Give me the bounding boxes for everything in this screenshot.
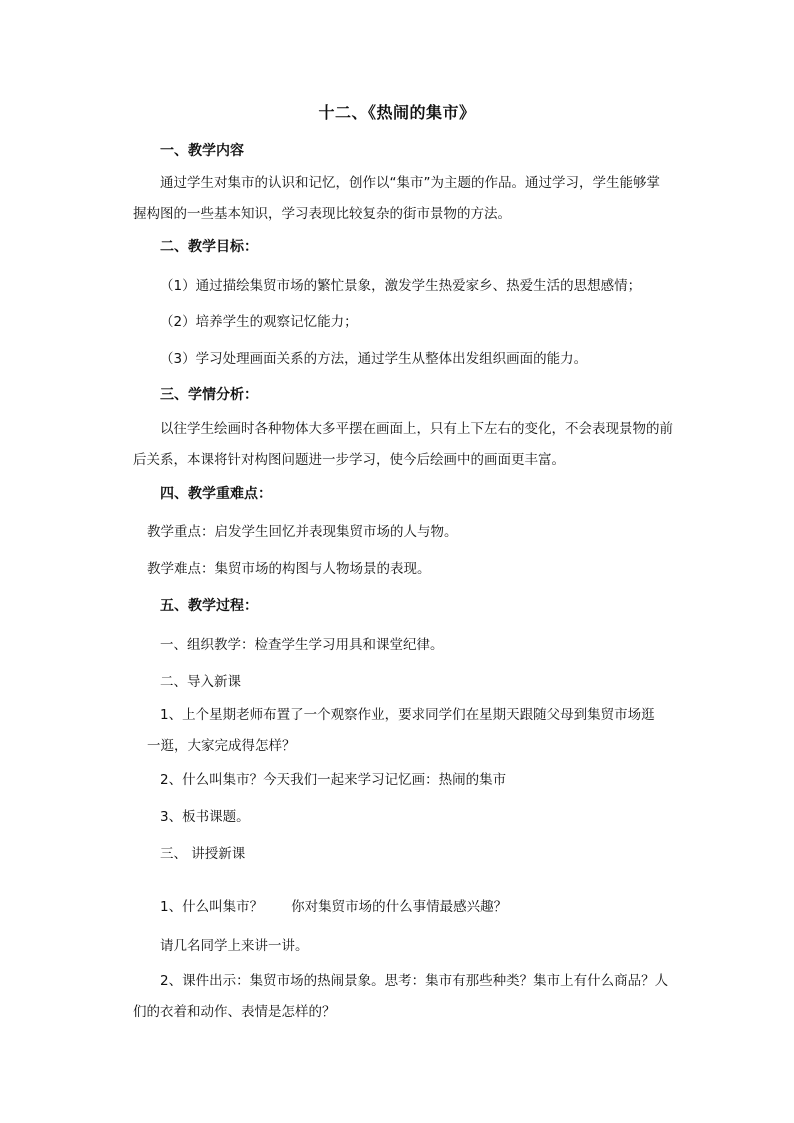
goal-item-3: （3）学习处理画面关系的方法，通过学生从整体出发组织画面的能力。 bbox=[160, 351, 588, 367]
section-heading-analysis: 三、学情分析： bbox=[160, 387, 258, 403]
section-heading-goals: 二、教学目标： bbox=[160, 239, 258, 255]
question-1-line bbox=[160, 895, 507, 915]
question-1: 1、什么叫集市？ bbox=[160, 899, 264, 915]
section-heading-key-points: 四、教学重难点： bbox=[160, 486, 272, 502]
intro-item-2: 2、什么叫集市？今天我们一起来学习记忆画：热闹的集市 bbox=[160, 772, 507, 788]
document-title: 十二、《热闹的集市》 bbox=[318, 103, 476, 122]
question-1-followup: 你对集贸市场的什么事情最感兴趣？ bbox=[291, 899, 508, 915]
intro-item-1: 1、上个星期老师布置了一个观察作业，要求同学们在星期天跟随父母到集贸市场逛一逛，大家完成得怎样？ bbox=[147, 707, 655, 754]
section-heading-content: 一、教学内容 bbox=[160, 143, 244, 159]
goal-item-1: （1）通过描绘集贸市场的繁忙景象，激发学生热爱家乡、热爱生活的思想感情； bbox=[160, 278, 642, 294]
section-heading-process: 五、教学过程： bbox=[160, 598, 258, 614]
analysis-paragraph: 以往学生绘画时各种物体大多平摆在画面上，只有上下左右的变化，不会表现景物的前后关系，本课将针对构图问题进一步学习，使今后绘画中的画面更丰富。 bbox=[133, 421, 673, 468]
process-step-2: 二、导入新课 bbox=[160, 674, 241, 690]
content-paragraph: 通过学生对集市的认识和记忆，创作以“集市”为主题的作品。通过学习，学生能够掌握构图的一些基本知识，学习表现比较复杂的街市景物的方法。 bbox=[133, 175, 660, 222]
question-1-instruction: 请几名同学上来讲一讲。 bbox=[160, 938, 309, 954]
process-step-3: 三、 讲授新课 bbox=[160, 846, 246, 862]
key-point: 教学重点：启发学生回忆并表现集贸市场的人与物。 bbox=[147, 524, 458, 540]
goal-item-2: （2）培养学生的观察记忆能力； bbox=[160, 314, 358, 330]
question-2: 2、课件出示：集贸市场的热闹景象。思考：集市有那些种类？集市上有什么商品？人们的衣着和动作、表情是怎样的？ bbox=[133, 973, 669, 1020]
intro-item-3: 3、板书课题。 bbox=[160, 809, 250, 825]
difficult-point: 教学难点：集贸市场的构图与人物场景的表现。 bbox=[147, 561, 431, 577]
process-step-1: 一、组织教学：检查学生学习用具和课堂纪律。 bbox=[160, 637, 444, 653]
